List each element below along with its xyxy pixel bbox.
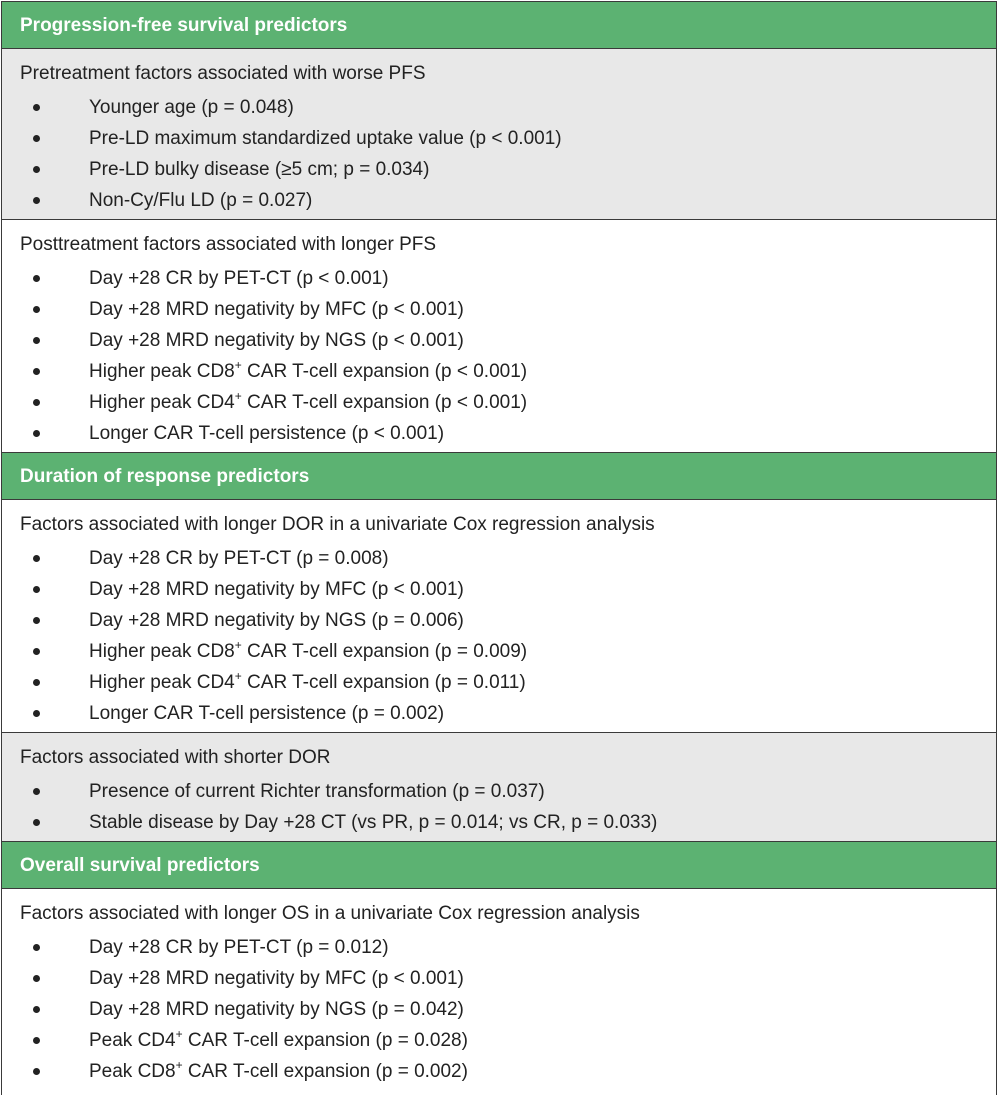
superscript: +: [234, 357, 242, 372]
bullet-icon: [33, 430, 40, 437]
bullet-icon: [33, 306, 40, 313]
list-item-text: Longer CAR T-cell persistence (p < 0.001): [89, 423, 445, 444]
list-item-text: Day +28 MRD negativity by NGS (p = 0.042): [89, 999, 464, 1020]
list-item: [20, 932, 996, 963]
list-item-text-pre: Higher peak CD4: [89, 392, 235, 413]
list-item-text-post: CAR T-cell expansion (p = 0.002): [182, 1061, 468, 1082]
list-item-text: Day +28 MRD negativity by NGS (p = 0.006): [89, 610, 464, 631]
bullet-icon: [33, 1068, 40, 1075]
list-item: [20, 994, 996, 1025]
list-item-text: Stable disease by Day +28 CT (vs PR, p = 0.014; vs CR, p = 0.033): [89, 812, 658, 833]
section-header-os: Overall survival predictors: [2, 842, 996, 889]
predictors-table: [1, 1, 997, 1095]
list-item-text-post: CAR T-cell expansion (p < 0.001): [241, 392, 528, 413]
list-item: [20, 387, 996, 418]
bullet-icon: [33, 944, 40, 951]
list-item: [20, 776, 996, 807]
group-intro: Factors associated with longer DOR in a univariate Cox regression analysis: [20, 514, 655, 535]
bullet-icon: [33, 586, 40, 593]
list-item: [20, 1056, 996, 1087]
list-item-text: Day +28 CR by PET-CT (p < 0.001): [89, 268, 389, 289]
bullet-icon: [33, 1037, 40, 1044]
bullet-icon: [33, 788, 40, 795]
list-item-text: Pre-LD maximum standardized uptake value (p < 0.001): [89, 128, 562, 149]
list-item-text: Day +28 CR by PET-CT (p = 0.012): [89, 937, 389, 958]
list-item-text: Longer CAR T-cell persistence (p = 0.002): [89, 703, 445, 724]
bullet-icon: [33, 975, 40, 982]
list-item-text-post: CAR T-cell expansion (p = 0.011): [241, 672, 526, 693]
bullet-icon: [33, 555, 40, 562]
group-shorter-dor: [2, 733, 996, 842]
bullet-icon: [33, 337, 40, 344]
bullet-icon: [33, 275, 40, 282]
superscript: +: [234, 637, 242, 652]
list-item: [20, 605, 996, 636]
list-item: [20, 154, 996, 185]
bullet-icon: [33, 399, 40, 406]
list-item: [20, 356, 996, 387]
list-item-text-pre: Peak CD8: [89, 1061, 176, 1082]
list-item-text: Day +28 MRD negativity by MFC (p < 0.001): [89, 579, 464, 600]
superscript: +: [175, 1026, 183, 1041]
list-item: [20, 698, 996, 729]
list-item: [20, 185, 996, 216]
group-intro: Posttreatment factors associated with longer PFS: [20, 234, 437, 255]
group-intro: Factors associated with shorter DOR: [20, 747, 331, 768]
list-item-text-pre: Higher peak CD8: [89, 641, 235, 662]
bullet-icon: [33, 104, 40, 111]
list-item: [20, 543, 996, 574]
list-item-text-pre: Peak CD4: [89, 1030, 176, 1051]
list-item: [20, 325, 996, 356]
section-header-pfs: Progression-free survival predictors: [2, 2, 996, 49]
bullet-icon: [33, 135, 40, 142]
list-item: [20, 807, 996, 838]
group-intro: Factors associated with longer OS in a univariate Cox regression analysis: [20, 903, 640, 924]
list-item-text: Day +28 CR by PET-CT (p = 0.008): [89, 548, 389, 569]
list-item-text-pre: Higher peak CD4: [89, 672, 235, 693]
bullet-icon: [33, 710, 40, 717]
list-item-text: Day +28 MRD negativity by MFC (p < 0.001): [89, 299, 464, 320]
list-item-text: Pre-LD bulky disease (≥5 cm; p = 0.034): [89, 159, 430, 180]
list-item: [20, 263, 996, 294]
section-header-dor: Duration of response predictors: [2, 453, 996, 500]
list-item-text: Non-Cy/Flu LD (p = 0.027): [89, 190, 313, 211]
list-item: [20, 92, 996, 123]
superscript: +: [234, 668, 242, 683]
list-item: [20, 1025, 996, 1056]
superscript: +: [175, 1057, 183, 1072]
list-item: [20, 294, 996, 325]
list-item: [20, 418, 996, 449]
list-item: [20, 636, 996, 667]
bullet-icon: [33, 679, 40, 686]
list-item-text: Day +28 MRD negativity by MFC (p < 0.001): [89, 968, 464, 989]
list-item: [20, 123, 996, 154]
list-item-text: Day +28 MRD negativity by NGS (p < 0.001): [89, 330, 464, 351]
superscript: +: [234, 388, 242, 403]
list-item: [20, 963, 996, 994]
group-longer-dor: [2, 500, 996, 733]
list-item-text-post: CAR T-cell expansion (p < 0.001): [241, 361, 528, 382]
bullet-icon: [33, 617, 40, 624]
list-item-text: Younger age (p = 0.048): [89, 97, 294, 118]
bullet-icon: [33, 197, 40, 204]
list-item-text-post: CAR T-cell expansion (p = 0.028): [182, 1030, 468, 1051]
list-item-text-pre: Higher peak CD8: [89, 361, 235, 382]
list-item-text: Presence of current Richter transformation (p = 0.037): [89, 781, 545, 802]
bullet-icon: [33, 368, 40, 375]
group-longer-os: [2, 889, 996, 1095]
list-item: [20, 667, 996, 698]
group-posttreatment-longer-pfs: [2, 220, 996, 453]
group-intro: Pretreatment factors associated with worse PFS: [20, 63, 426, 84]
list-item: [20, 574, 996, 605]
bullet-icon: [33, 1006, 40, 1013]
group-pretreatment-worse-pfs: [2, 49, 996, 220]
list-item-text-post: CAR T-cell expansion (p = 0.009): [241, 641, 528, 662]
bullet-icon: [33, 166, 40, 173]
bullet-icon: [33, 819, 40, 826]
bullet-icon: [33, 648, 40, 655]
